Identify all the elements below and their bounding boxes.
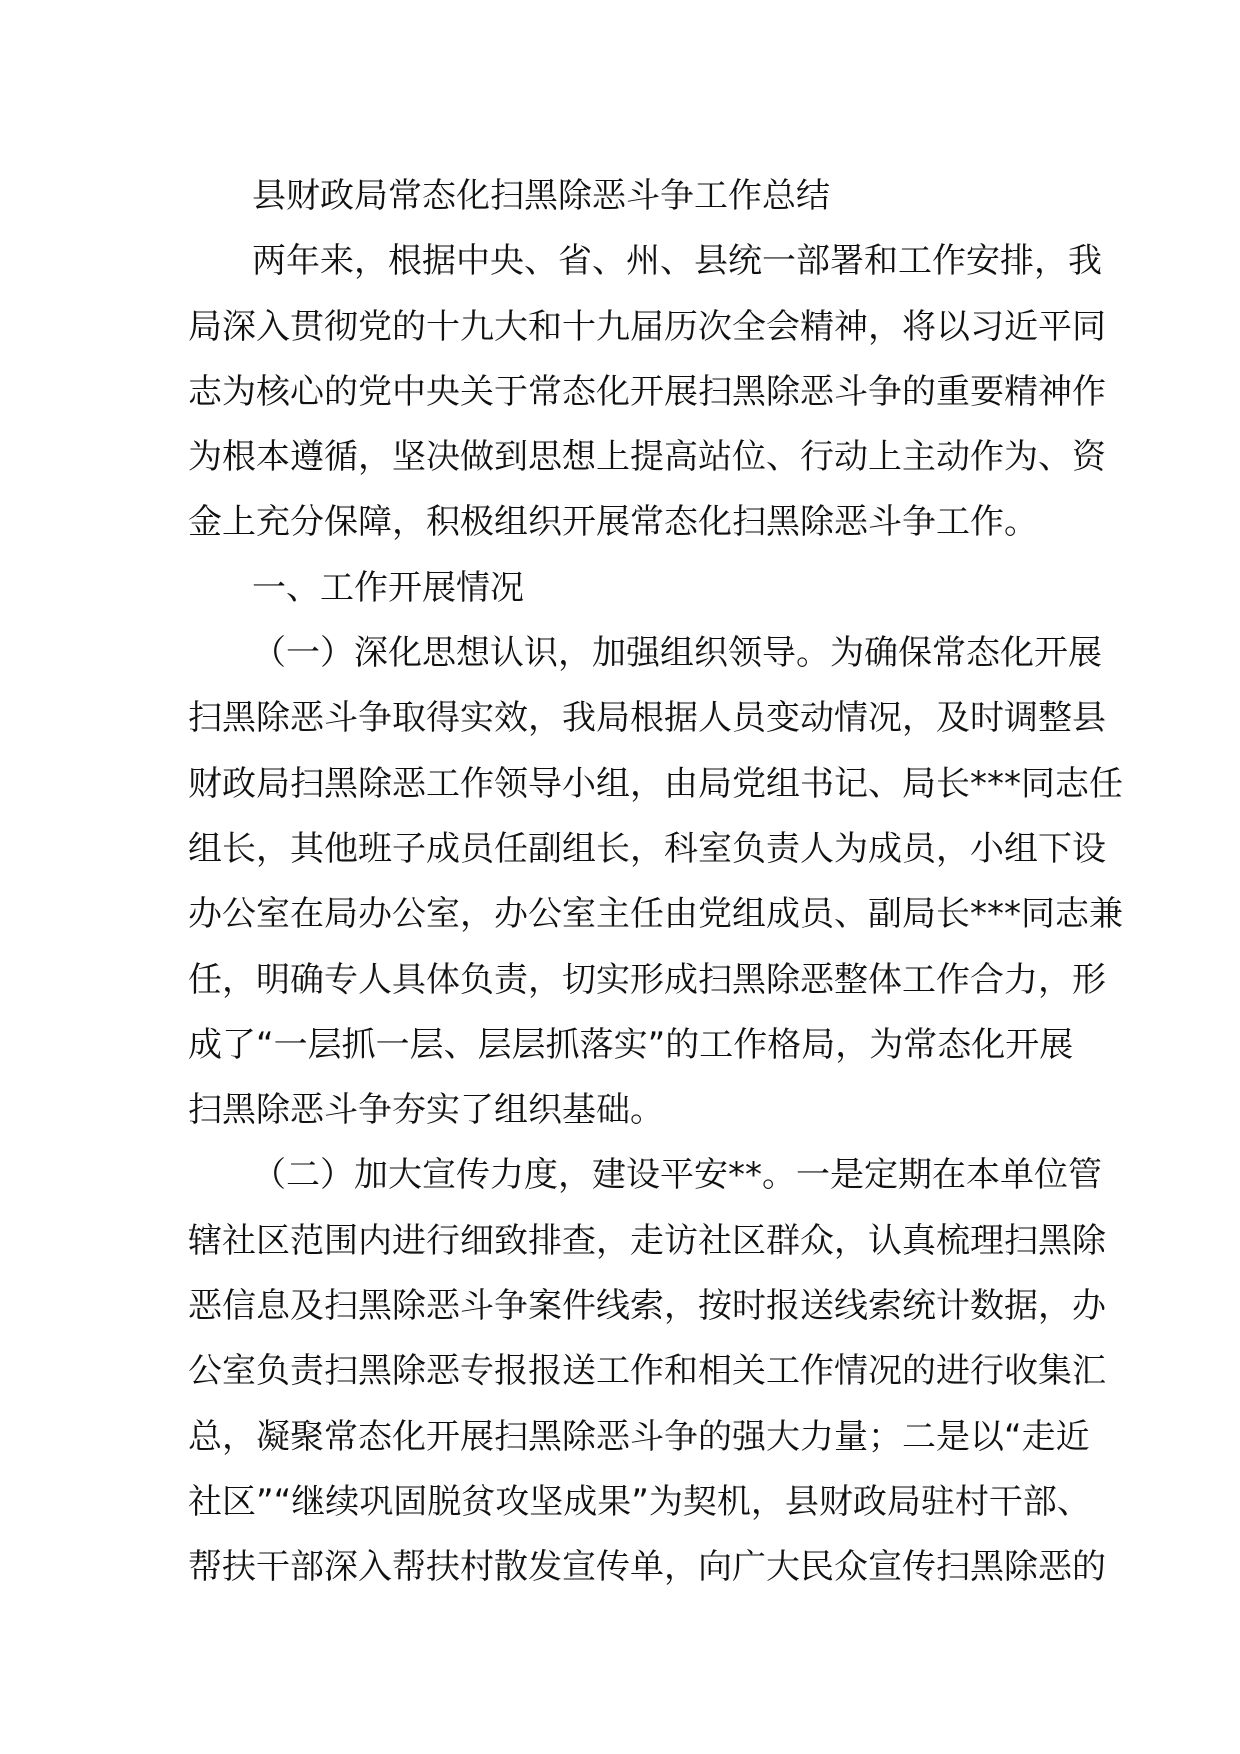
paragraph-line: 财政局扫黑除恶工作领导小组，由局党组书记、局长***同志任 <box>188 763 1123 804</box>
paragraph-line: 成了“一层抓一层、层层抓落实”的工作格局，为常态化开展 <box>188 1024 1074 1065</box>
paragraph-line: 金上充分保障，积极组织开展常态化扫黑除恶斗争工作。 <box>188 502 1038 543</box>
paragraph-line: （一）深化思想认识，加强组织领导。为确保常态化开展 <box>252 633 1102 674</box>
paragraph-line: 为根本遵循，坚决做到思想上提高站位、行动上主动作为、资 <box>188 437 1106 478</box>
paragraph-line: 志为核心的党中央关于常态化开展扫黑除恶斗争的重要精神作 <box>188 371 1106 412</box>
paragraph-line: 社区”“继续巩固脱贫攻坚成果”为契机，县财政局驻村干部、 <box>188 1481 1091 1522</box>
paragraph-line: 扫黑除恶斗争夯实了组织基础。 <box>188 1090 664 1131</box>
paragraph-line: 办公室在局办公室，办公室主任由党组成员、副局长***同志兼 <box>188 894 1123 935</box>
paragraph-line: 总，凝聚常态化开展扫黑除恶斗争的强大力量；二是以“走近 <box>188 1416 1090 1457</box>
document-title: 县财政局常态化扫黑除恶斗争工作总结 <box>252 176 830 216</box>
paragraph-line: 恶信息及扫黑除恶斗争案件线索，按时报送线索统计数据，办 <box>188 1286 1106 1327</box>
paragraph-line: （二）加大宣传力度，建设平安**。一是定期在本单位管 <box>252 1155 1102 1196</box>
paragraph-line: 公室负责扫黑除恶专报报送工作和相关工作情况的进行收集汇 <box>188 1351 1106 1392</box>
document-body <box>188 164 1123 1601</box>
paragraph-line: 组长，其他班子成员任副组长，科室负责人为成员，小组下设 <box>188 828 1106 869</box>
section-heading: 一、工作开展情况 <box>252 567 524 608</box>
paragraph-line: 帮扶干部深入帮扶村散发宣传单，向广大民众宣传扫黑除恶的 <box>188 1547 1106 1588</box>
paragraph-line: 辖社区范围内进行细致排查，走访社区群众，认真梳理扫黑除 <box>188 1220 1106 1261</box>
paragraph-line: 扫黑除恶斗争取得实效，我局根据人员变动情况，及时调整县 <box>188 698 1106 739</box>
paragraph-line: 两年来，根据中央、省、州、县统一部署和工作安排，我 <box>252 241 1102 282</box>
paragraph-line: 任，明确专人具体负责，切实形成扫黑除恶整体工作合力，形 <box>188 959 1106 1000</box>
paragraph-line: 局深入贯彻党的十九大和十九届历次全会精神，将以习近平同 <box>188 306 1106 347</box>
